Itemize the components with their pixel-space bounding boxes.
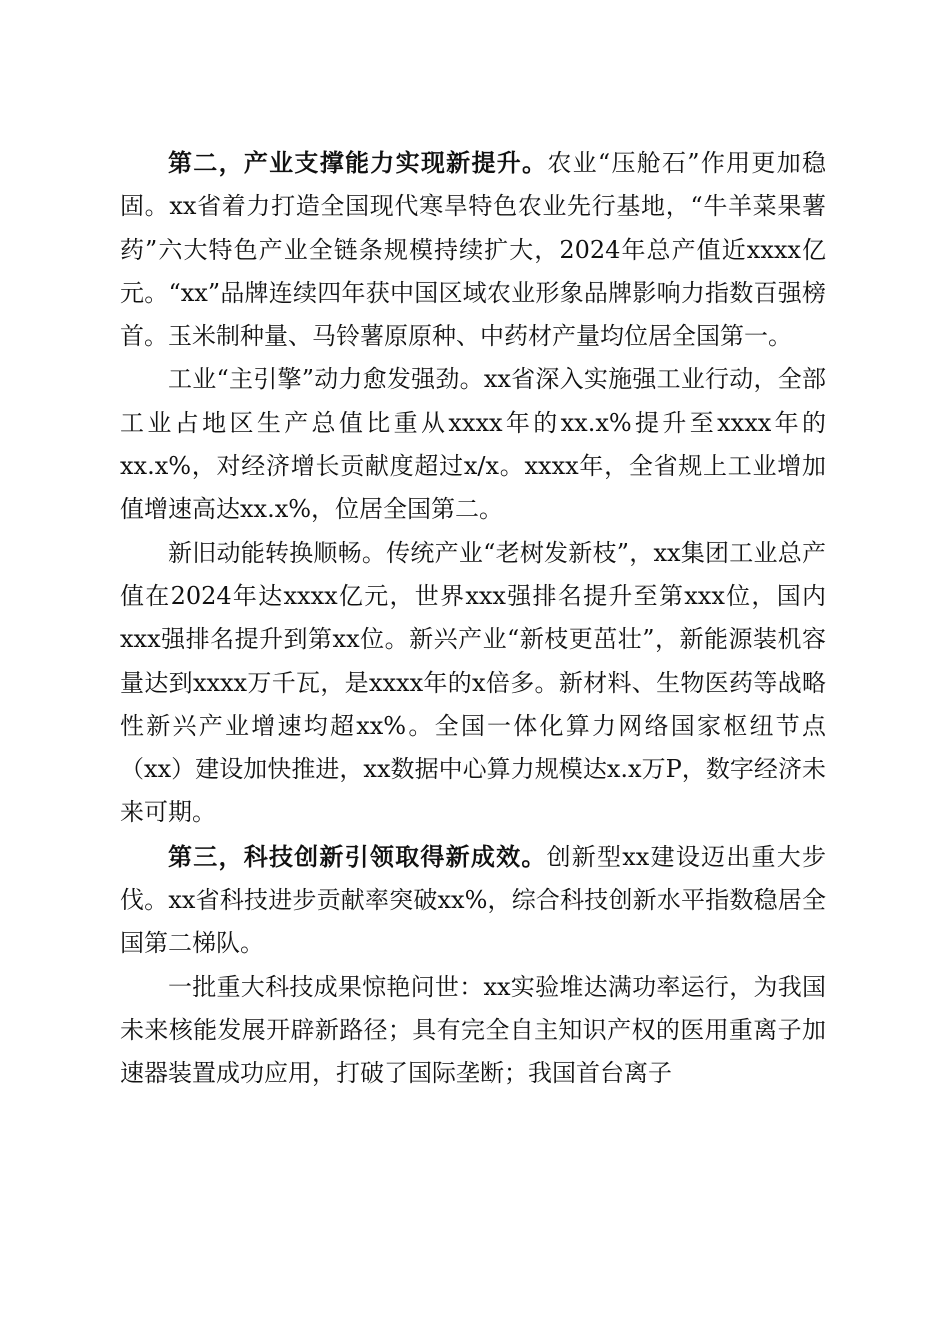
- section-heading-third: 第三，科技创新引领取得新成效。: [168, 841, 547, 871]
- document-body: [120, 141, 826, 1096]
- section-heading-second: 第二，产业支撑能力实现新提升。: [168, 148, 548, 177]
- paragraph-tech-achievements: [120, 966, 826, 1096]
- paragraph-industry-support: [120, 141, 826, 358]
- paragraph-text: 一批重大科技成果惊艳问世：xx实验堆达满功率运行，为我国未来核能发展开辟新路径；具有完全自主知识产权的医用重离子加速器装置成功应用，打破了国际垄断；我国首台离子: [120, 972, 826, 1088]
- paragraph-new-old-drivers: [120, 532, 826, 835]
- paragraph-text: 农业“压舱石”作用更加稳固。xx省着力打造全国现代寒旱特色农业先行基地，“牛羊菜果薯药”六大特色产业全链条规模持续扩大，2024年总产值近xxxx亿元。“xx”品牌连续四年获中国区域农业形象品牌影响力指数百强榜首。玉米制种量、马铃薯原原种、中药材产量均位居全国第一。: [120, 149, 827, 351]
- paragraph-tech-innovation: [120, 835, 826, 966]
- paragraph-industry-engine: [120, 358, 826, 531]
- paragraph-text: 工业“主引擎”动力愈发强劲。xx省深入实施强工业行动，全部工业占地区生产总值比重从xxxx年的xx.x%提升至xxxx年的xx.x%，对经济增长贡献度超过x/x。xxxx年，全省规上工业增加值增速高达xx.x%，位居全国第二。: [120, 365, 826, 524]
- paragraph-text: 创新型xx建设迈出重大步伐。xx省科技进步贡献率突破xx%，综合科技创新水平指数稳居全国第二梯队。: [120, 842, 827, 958]
- paragraph-text: 新旧动能转换顺畅。传统产业“老树发新枝”，xx集团工业总产值在2024年达xxxx亿元，世界xxx强排名提升至第xxx位，国内xxx强排名提升到第xx位。新兴产业“新枝更茁壮”，新能源装机容量达到xxxx万千瓦，是xxxx年的x倍多。新材料、生物医药等战略性新兴产业增速均超xx%。全国一体化算力网络国家枢纽节点（xx）建设加快推进，xx数据中心算力规模达x.x万P，数字经济未来可期。: [120, 538, 826, 827]
